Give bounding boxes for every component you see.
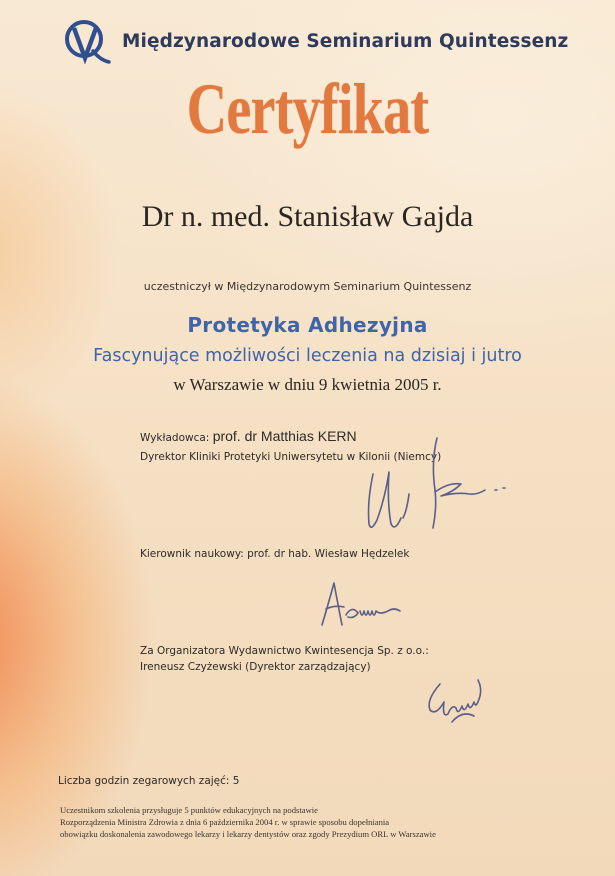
participation-statement: uczestniczył w Międzynarodowym Seminarium Quintessenz [143,280,472,293]
course-date-place: w Warszawie w dniu 9 kwietnia 2005 r. [173,375,442,394]
footnote-line: Rozporządzenia Ministra Zdrowia z dnia 6 października 2004 r. w sprawie sposobu dopełniania [60,817,390,827]
course-title: Protetyka Adhezyjna [187,313,428,337]
footnote-line: obowiązku doskonalenia zawodowego lekarzy i lekarzy dentystów oraz zgody Prezydium ORL w Warszawie [60,829,436,839]
organizer-director: Ireneusz Czyżewski (Dyrektor zarządzający) [140,661,371,673]
lecturer-signature [345,432,515,542]
recipient-name: Dr n. med. Stanisław Gajda [141,200,474,233]
lecturer-line [140,428,357,444]
organization-header: Międzynarodowe Seminarium Quintessenz [122,31,569,52]
hours-count: Liczba godzin zegarowych zajęć: 5 [58,775,240,787]
footnote-line: Uczestnikom szkolenia przysługuje 5 punktów edukacyjnych na podstawie [60,805,318,815]
certificate-title: Certyfikat [186,69,429,149]
footnote [60,804,530,840]
manager-signature [318,575,418,635]
lecturer-role: Dyrektor Kliniki Protetyki Uniwersytetu w Kilonii (Niemcy) [140,451,442,463]
course-subtitle: Fascynujące możliwości leczenia na dzisiaj i jutro [93,346,522,366]
scientific-manager: Kierownik naukowy: prof. dr hab. Wiesław Hędzelek [140,548,410,560]
organizer-line: Za Organizatora Wydawnictwo Kwintesencja Sp. z o.o.: [140,645,429,657]
organizer-signature [422,670,502,730]
lecturer-label: Wykładowca: [140,432,210,444]
lecturer-name: prof. dr Matthias KERN [212,428,357,444]
qv-monogram-icon [60,14,112,66]
